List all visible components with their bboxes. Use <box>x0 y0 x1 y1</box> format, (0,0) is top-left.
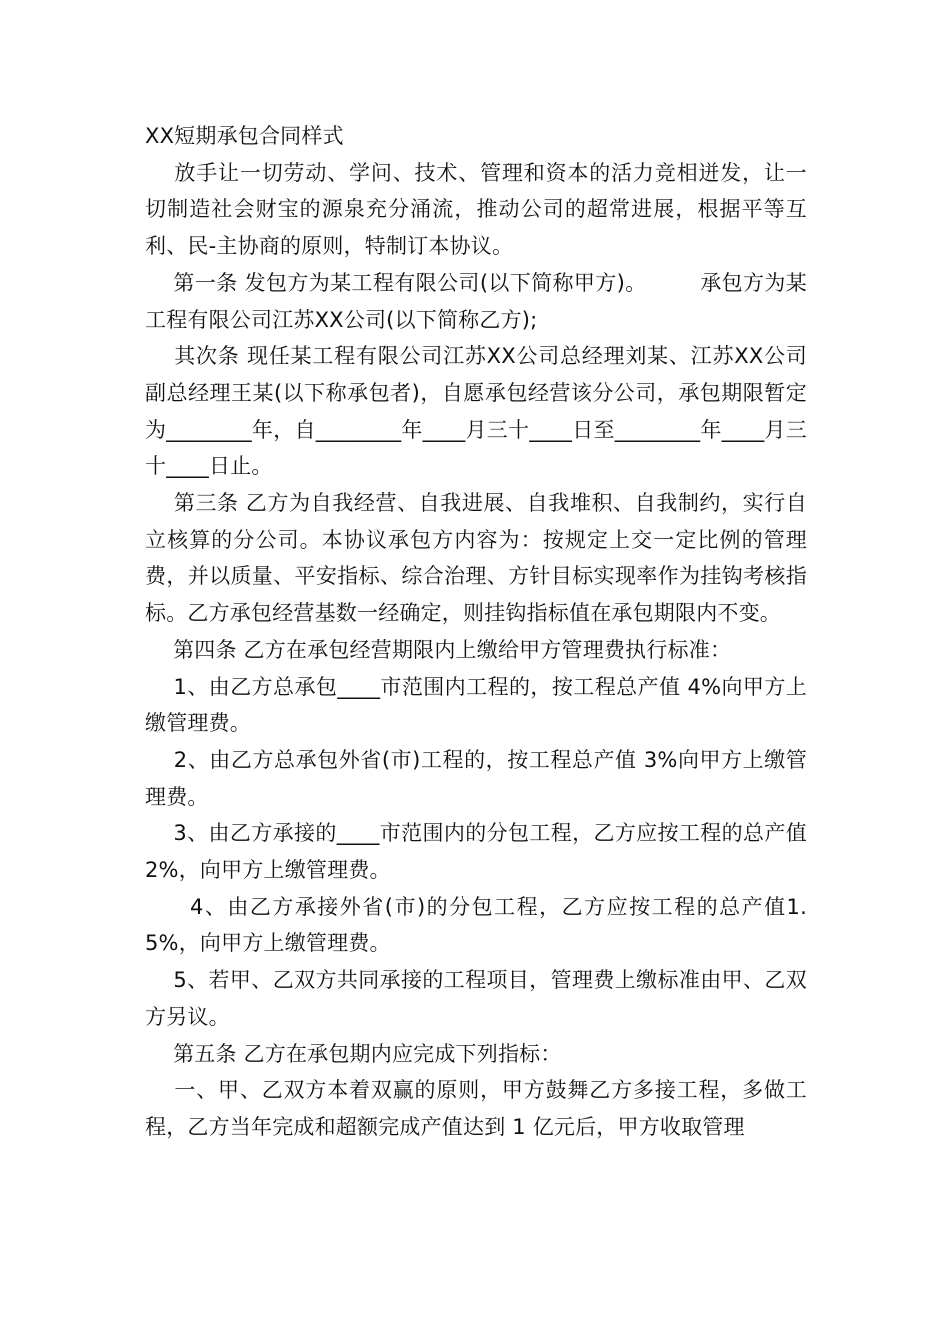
paragraph-article-4: 第四条 乙方在承包经营期限内上缴给甲方管理费执行标准： <box>145 637 732 662</box>
paragraph-item-2: 2、由乙方总承包外省(市)工程的，按工程总产值 3%向甲方上缴管理费。 <box>145 747 807 809</box>
document-page <box>145 118 807 1146</box>
paragraph-item-1: 1、由乙方总承包____市范围内工程的，按工程总产值 4%向甲方上缴管理费。 <box>145 674 807 736</box>
paragraph-article-1: 第一条 发包方为某工程有限公司(以下简称甲方)。 承包方为某工程有限公司江苏XX公司(以下简称乙方); <box>145 270 807 332</box>
document-title: XX短期承包合同样式 <box>145 124 344 148</box>
paragraph-article-5-item-1: 一、甲、乙双方本着双赢的原则，甲方鼓舞乙方多接工程，多做工程，乙方当年完成和超额完成产值达到 1 亿元后，甲方收取管理 <box>145 1078 807 1139</box>
paragraph-article-3: 第三条 乙方为自我经营、自我进展、自我堆积、自我制约，实行自立核算的分公司。本协议承包方内容为：按规定上交一定比例的管理费，并以质量、平安指标、综合治理、方针目标实现率作为挂钩考核指标。乙方承包经营基数一经确定，则挂钩指标值在承包期限内不变。 <box>145 491 807 626</box>
paragraph-item-5: 5、若甲、乙双方共同承接的工程项目，管理费上缴标准由甲、乙双方另议。 <box>145 968 807 1029</box>
paragraph-article-5: 第五条 乙方在承包期内应完成下列指标： <box>145 1041 562 1066</box>
paragraph-item-4: 4、由乙方承接外省(市)的分包工程，乙方应按工程的总产值1.5%，向甲方上缴管理费。 <box>145 894 807 956</box>
paragraph-article-2: 其次条 现任某工程有限公司江苏XX公司总经理刘某、江苏XX公司副总经理王某(以下称承包者)，自愿承包经营该分公司，承包期限暂定为________年，自________年____月三十____日至________年____月三十____日止。 <box>145 344 807 479</box>
paragraph-item-3: 3、由乙方承接的____市范围内的分包工程，乙方应按工程的总产值 2%，向甲方上缴管理费。 <box>145 821 807 883</box>
paragraph-preamble: 放手让一切劳动、学问、技术、管理和资本的活力竞相迸发，让一切制造社会财宝的源泉充分涌流，推动公司的超常进展，根据平等互利、民-主协商的原则，特制订本协议。 <box>145 160 807 259</box>
